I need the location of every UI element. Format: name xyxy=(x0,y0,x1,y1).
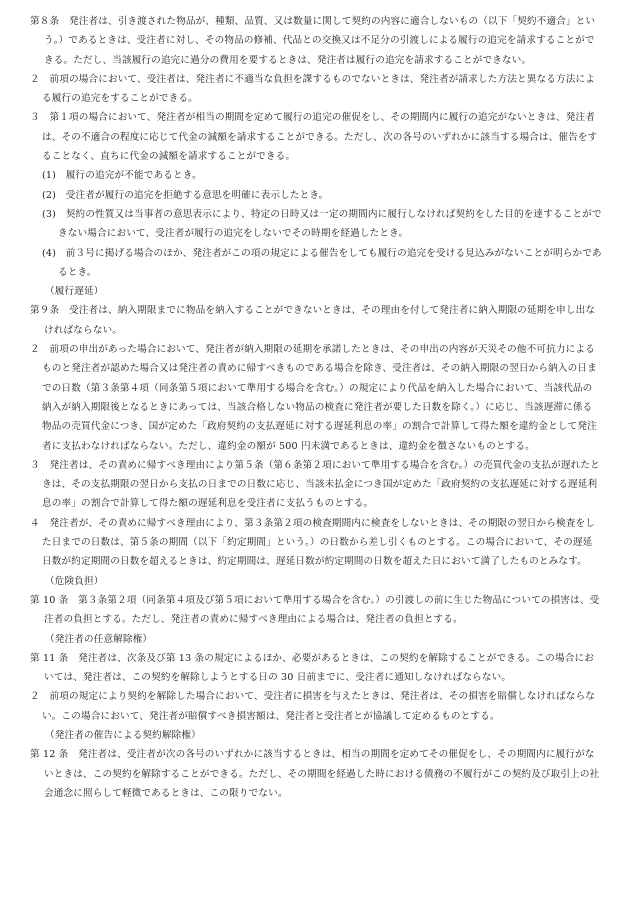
article-9-paragraph-2: ２ 前項の申出があった場合において、発注者が納入期限の延期を承諾したときは、その申出の内容が天災その他不可抗力によるものと発注者が認めた場合又は発注者の責めに帰すべきものである場合を除き、受注者は、その納入期限の翌日から納入の日までの日数（第３条第４項（同条第５項において準用する場合を含む。）の規定により代品を納入した場合において、当該代品の納入が納入期限後となるときにあっては、当該合格しない物品の検査に発注者が要した日数を除く。）に応じ、当該遅滞に係る物品の売買代金につき、国が定めた「政府契約の支払遅延に対する遅延利息の率」の割合で計算して得た額を違約金として発注者に支払わなければならない。ただし、違約金の額が 500 円未満であるときは、違約金を徴さないものとする。 xyxy=(30,344,597,452)
article-9: 第９条 受注者は、納入期限までに物品を納入することができないときは、その理由を付して発注者に納入期限の延期を申し出なければならない。 xyxy=(30,305,596,336)
article-11-paragraph-2: ２ 前項の規定により契約を解除した場合において、受注者に損害を与えたときは、発注者は、その損害を賠償しなければならない。この場合において、発注者が賠償すべき損害額は、発注者と受注者とが協議して定めるものとする。 xyxy=(30,691,595,722)
section-heading-voluntary-termination: （発注者の任意解除権） xyxy=(45,633,153,645)
article-10: 第 10 条 第３条第２項（同条第４項及び第５項において準用する場合を含む。）の引渡しの前に生じた物品についての損害は、受注者の負担とする。ただし、発注者の責めに帰すべき理由による場合は、発注者の負担とする。 xyxy=(30,594,600,626)
article-8-item-4: (4) 前３号に掲げる場合のほか、発注者がこの項の規定による催告をしても履行の追完を受ける見込みがないことが明らかであるとき。 xyxy=(42,247,602,278)
section-heading-delay: （履行遅延） xyxy=(45,286,104,298)
article-8-paragraph-3: ３ 第１項の場合において、発注者が相当の期間を定めて履行の追完の催促をし、その期間内に履行の追完がないときは、発注者は、その不適合の程度に応じて代金の減額を請求することができる。ただし、次の各号のいずれかに該当する場合は、催告をすることなく、直ちに代金の減額を請求することができる。 xyxy=(30,112,598,163)
section-heading-risk: （危険負担） xyxy=(45,575,104,587)
article-9-paragraph-3: ３ 発注者は、その責めに帰すべき理由により第５条（第６条第２項において準用する場合を含む。）の売買代金の支払が遅れたときは、その支払期限の翌日から支払の日までの日数に応じ、当該未払金につき国が定めた「政府契約の支払遅延に対する遅延利息の率」の割合で計算して得た額の遅延利息を受注者に支払うものとする。 xyxy=(30,459,600,510)
article-8-paragraph-2: ２ 前項の場合において、受注者は、発注者に不適当な負担を課するものでないときは、発注者が請求した方法と異なる方法による履行の追完をすることができる。 xyxy=(30,73,595,105)
article-9-paragraph-4: ４ 発注者が、その責めに帰すべき理由により、第３条第２項の検査期間内に検査をしないときは、その期限の翌日から検査をした日までの日数は、第５条の期間（以下「約定期間」という。）の日数から差し引くものとする。この場合において、その遅延日数が約定期間の日数を超えるときは、約定期間は、遅延日数が約定期間の日数を超えた日において満了したものとみなす。 xyxy=(30,517,595,568)
article-12: 第 12 条 発注者は、受注者が次の各号のいずれかに該当するときは、相当の期間を定めてその催促をし、その期間内に履行がないときは、この契約を解除することができる。ただし、その期間を経過した時における債務の不履行がこの契約及び取引上の社会通念に照らして軽微であるときは、この限りでない。 xyxy=(30,749,600,799)
article-8-item-1: (1) 履行の追完が不能であるとき。 xyxy=(42,170,202,182)
article-8: 第８条 発注者は、引き渡された物品が、種類、品質、又は数量に関して契約の内容に適合しないもの（以下「契約不適合」という。）であるときは、受注者に対し、その物品の修補、代品との交換又は不足分の引渡しによる履行の追完を請求することができる。ただし、当該履行の追完に過分の費用を要するときは、発注者は履行の追完を請求することができない。 xyxy=(30,16,596,66)
article-11: 第 11 条 発注者は、次条及び第 13 条の規定によるほか、必要があるときは、この契約を解除することができる。この場合においては、発注者は、この契約を解除しようとする日の 30 日前までに、受注者に通知しなければならない。 xyxy=(30,652,594,684)
article-8-item-2: (2) 受注者が履行の追完を拒絶する意思を明確に表示したとき。 xyxy=(42,189,329,201)
section-heading-termination-by-notice: （発注者の催告による契約解除権） xyxy=(45,729,201,741)
article-8-item-3: (3) 契約の性質又は当事者の意思表示により、特定の日時又は一定の期間内に履行しなければ契約をした目的を達することができない場合において、受注者が履行の追完をしないでその時期を経過したとき。 xyxy=(42,208,602,240)
